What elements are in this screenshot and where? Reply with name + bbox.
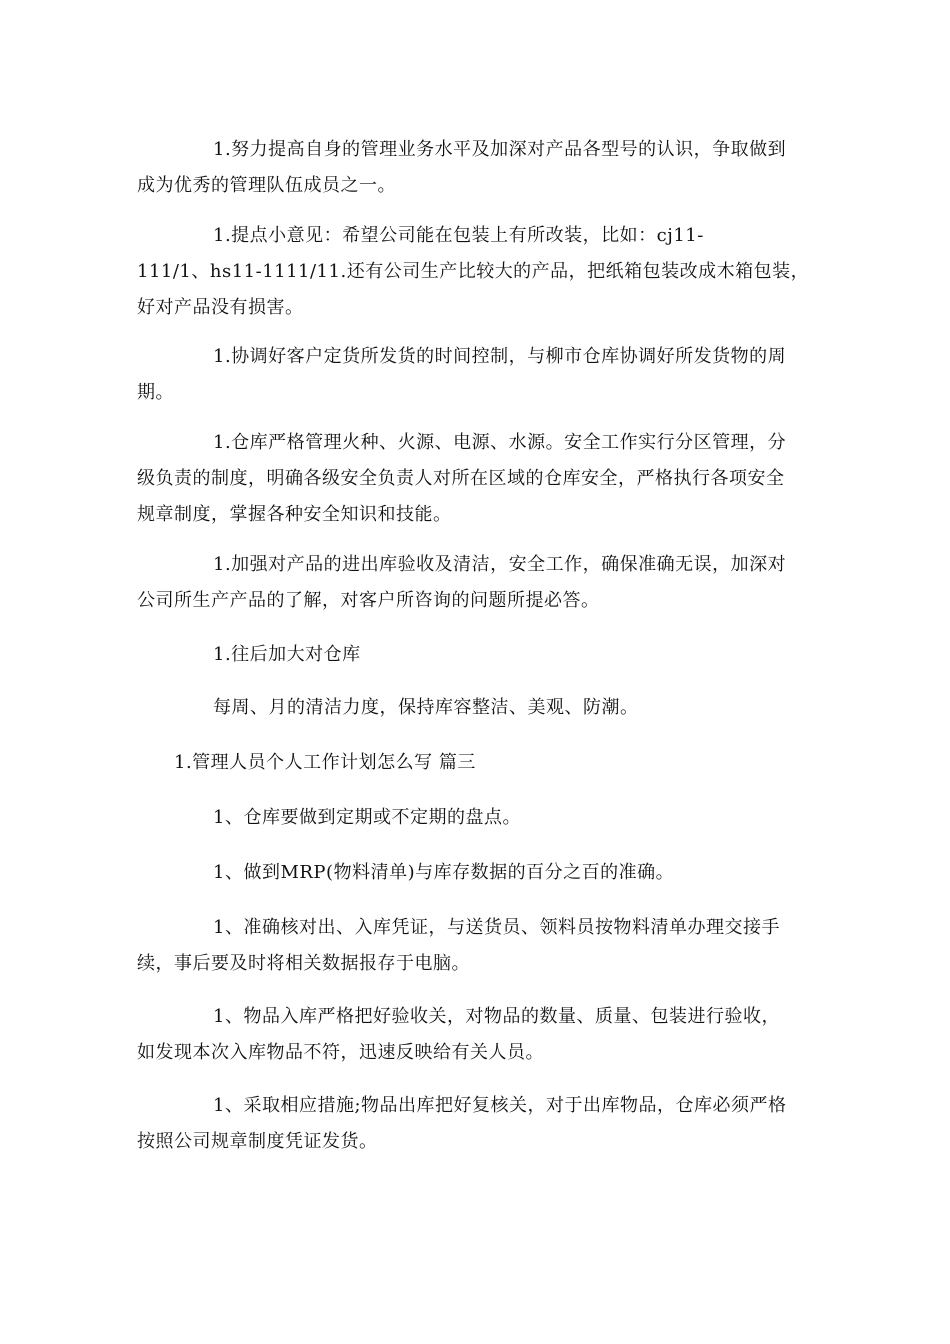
paragraph bbox=[137, 1088, 810, 1160]
paragraph bbox=[137, 637, 810, 673]
paragraph-line: 1.协调好客户定货所发货的时间控制，与柳市仓库协调好所发货物的周 bbox=[213, 346, 787, 367]
paragraph bbox=[137, 800, 810, 836]
paragraph-line: 规章制度，掌握各种安全知识和技能。 bbox=[137, 504, 452, 525]
paragraph bbox=[137, 547, 810, 619]
paragraph-line: 好对产品没有损害。 bbox=[137, 297, 304, 318]
paragraph-line: 按照公司规章制度凭证发货。 bbox=[137, 1131, 378, 1152]
paragraph-line: 每周、月的清洁力度，保持库容整洁、美观、防潮。 bbox=[213, 697, 639, 718]
paragraph-line: 1.加强对产品的进出库验收及清洁，安全工作，确保准确无误，加深对 bbox=[213, 554, 787, 575]
paragraph bbox=[137, 425, 810, 533]
paragraph-line: 1、准确核对出、入库凭证，与送货员、领料员按物料清单办理交接手 bbox=[213, 917, 780, 938]
paragraph-line: 续，事后要及时将相关数据报存于电脑。 bbox=[137, 953, 470, 974]
section-heading-text: 1.管理人员个人工作计划怎么写 篇三 bbox=[174, 752, 476, 773]
paragraph-line: 1.提点小意见：希望公司能在包装上有所改装，比如：cj11- bbox=[213, 225, 704, 246]
paragraph bbox=[137, 690, 810, 726]
paragraph-line: 111/1、hs11-1111/11.还有公司生产比较大的产品，把纸箱包装改成木箱包装， bbox=[137, 261, 810, 282]
paragraph-line: 公司所生产产品的了解，对客户所咨询的问题所提必答。 bbox=[137, 590, 600, 611]
paragraph bbox=[137, 218, 810, 326]
paragraph bbox=[137, 339, 810, 411]
paragraph-line: 1、做到MRP(物料清单)与库存数据的百分之百的准确。 bbox=[213, 862, 675, 883]
paragraph-line: 级负责的制度，明确各级安全负责人对所在区域的仓库安全，严格执行各项安全 bbox=[137, 468, 785, 489]
paragraph-line: 1.仓库严格管理火种、火源、电源、水源。安全工作实行分区管理，分 bbox=[213, 432, 787, 453]
paragraph bbox=[137, 910, 810, 982]
paragraph-line: 1.往后加大对仓库 bbox=[213, 644, 361, 665]
paragraph bbox=[137, 855, 810, 891]
section-heading bbox=[137, 745, 810, 781]
paragraph-line: 1、物品入库严格把好验收关，对物品的数量、质量、包装进行验收， bbox=[213, 1006, 780, 1027]
paragraph-line: 期。 bbox=[137, 382, 174, 403]
paragraph-line: 1、仓库要做到定期或不定期的盘点。 bbox=[213, 807, 521, 828]
paragraph-line: 1.努力提高自身的管理业务水平及加深对产品各型号的认识，争取做到 bbox=[213, 139, 787, 160]
paragraph-line: 1、采取相应措施;物品出库把好复核关，对于出库物品，仓库必须严格 bbox=[213, 1095, 787, 1116]
paragraph-line: 如发现本次入库物品不符，迅速反映给有关人员。 bbox=[137, 1042, 544, 1063]
paragraph bbox=[137, 999, 810, 1071]
paragraph-line: 成为优秀的管理队伍成员之一。 bbox=[137, 175, 396, 196]
paragraph bbox=[137, 132, 810, 204]
